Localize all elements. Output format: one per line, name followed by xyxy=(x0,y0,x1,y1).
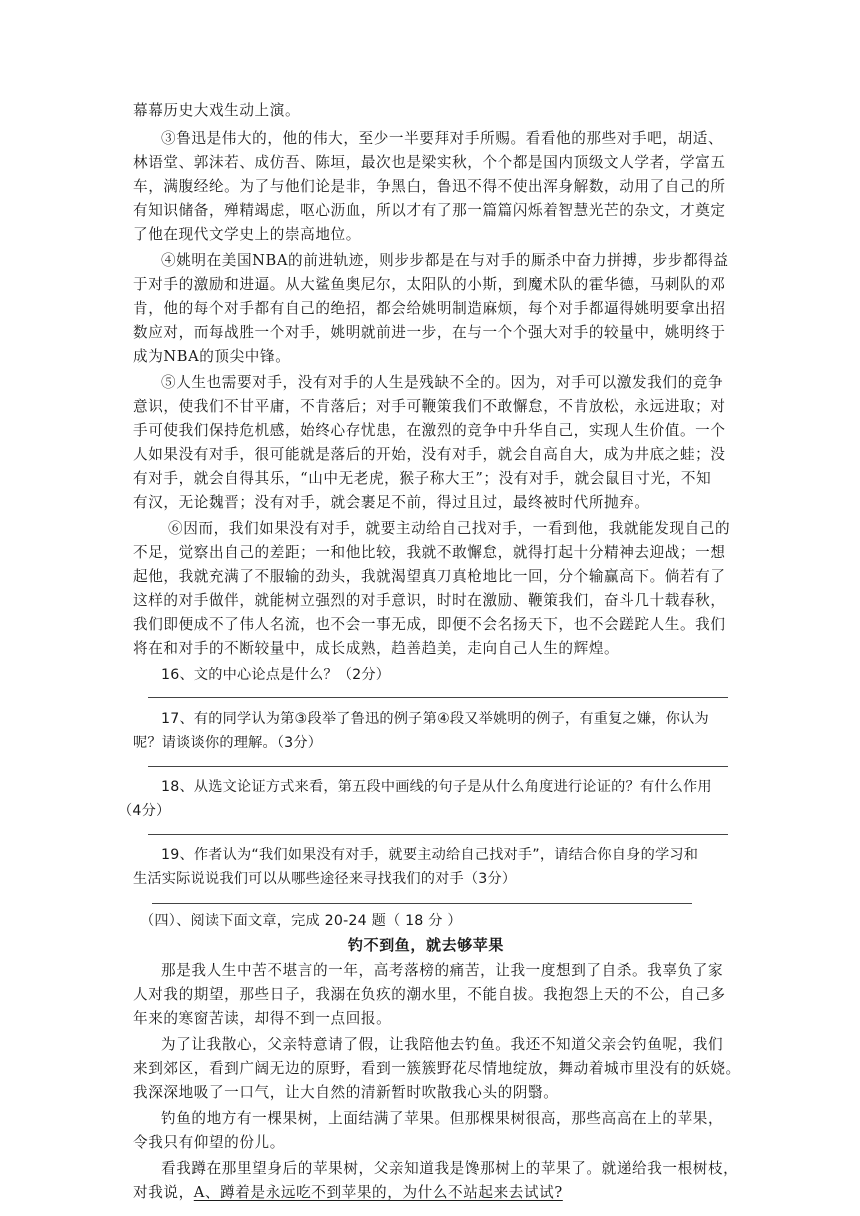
text-line: 令我只有仰望的份儿。 xyxy=(133,1134,285,1151)
text-line: 于对手的激励和进逼。从大鲨鱼奥尼尔，太阳队的小斯，到魔术队的霍华德，马刺队的邓 xyxy=(133,276,726,293)
answer-line xyxy=(148,766,728,767)
text-line: 人如果没有对手，很可能就是落后的开始，没有对手，就会自高自大，成为井底之蛙；没 xyxy=(133,446,726,463)
article-title: 钓不到鱼，就去够苹果 xyxy=(348,936,505,954)
text-line: 幕幕历史大戏生动上演。 xyxy=(133,102,301,119)
text-line: ⑥因而，我们如果没有对手，就要主动给自己找对手，一看到他，我就能发现自己的 xyxy=(168,520,731,537)
question-17-cont: 呢？请谈谈你的理解。（3分） xyxy=(133,735,323,751)
text-line: 成为NBA的顶尖中锋。 xyxy=(133,348,291,365)
text-line: 我们即便成不了伟人名流，也不会一事无成，即便不会名扬天下，也不会蹉跎人生。我们 xyxy=(133,616,726,633)
text-line: 那是我人生中苦不堪言的一年，高考落榜的痛苦，让我一度想到了自杀。我辜负了家 xyxy=(161,962,724,979)
text-line: 为了让我散心，父亲特意请了假，让我陪他去钓鱼。我还不知道父亲会钓鱼呢，我们 xyxy=(161,1036,724,1053)
text-line: 起他，我就充满了不服输的劲头，我就渴望真刀真枪地比一回，分个输赢高下。倘若有了 xyxy=(133,568,726,585)
question-16: 16、文的中心论点是什么？（2分） xyxy=(161,667,391,683)
question-19-cont: 生活实际说说我们可以从哪些途径来寻找我们的对手（3分） xyxy=(133,871,517,887)
underlined-sentence: A、蹲着是永远吃不到苹果的，为什么不站起来去试试? xyxy=(193,1184,563,1201)
text-line: ③鲁迅是伟大的，他的伟大，至少一半要拜对手所赐。看看他的那些对手吧，胡适、 xyxy=(161,130,724,147)
text-line: 意识，使我们不甘平庸，不肯落后；对手可鞭策我们不敢懈怠，不肯放松，永远进取；对 xyxy=(133,398,726,415)
text-line: 将在和对手的不断较量中，成长成熟，趋善趋美，走向自己人生的辉煌。 xyxy=(133,640,620,657)
answer-line xyxy=(148,697,728,698)
text-line: 了他在现代文学史上的崇高地位。 xyxy=(133,226,361,243)
text-line: 年来的寒窗苦读，却得不到一点回报。 xyxy=(133,1010,392,1027)
question-18: 18、从选文论证方式来看，第五段中画线的句子是从什么角度进行论证的？有什么作用 xyxy=(161,779,712,795)
text-line: ⑤人生也需要对手，没有对手的人生是残缺不全的。因为，对手可以激发我们的竞争 xyxy=(161,374,724,391)
text-line: 来到郊区，看到广阔无边的原野，看到一簇簇野花尽情地绽放，舞动着城市里没有的妖娆。 xyxy=(133,1060,741,1077)
text-line: 不足，觉察出自己的差距；一和他比较，我就不敢懈怠，就得打起十分精神去迎战；一想 xyxy=(133,544,726,561)
text-line: 有知识储备，殚精竭虑，呕心沥血，所以才有了那一篇篇闪烁着智慧光芒的杂文，才奠定 xyxy=(133,202,726,219)
question-19: 19、作者认为“我们如果没有对手，就要主动给自己找对手”，请结合你自身的学习和 xyxy=(161,847,699,863)
text-line: 肯，他的每个对手都有自己的绝招，都会给姚明制造麻烦，每个对手都逼得姚明要拿出招 xyxy=(133,300,726,317)
text-line: 钓鱼的地方有一棵果树，上面结满了苹果。但那棵果树很高，那些高高在上的苹果， xyxy=(161,1110,724,1127)
text-line: 数应对，而每战胜一个对手，姚明就前进一步，在与一个个强大对手的较量中，姚明终于 xyxy=(133,324,726,341)
text-line xyxy=(133,1182,563,1204)
question-17: 17、有的同学认为第③段举了鲁迅的例子第④段又举姚明的例子，有重复之嫌，你认为 xyxy=(161,711,709,727)
text-line: 我深深地吸了一口气，让大自然的清新暂时吹散我心头的阴翳。 xyxy=(133,1084,559,1101)
text-line: 有对手，就会自得其乐，“山中无老虎，猴子称大王”；没有对手，就会鼠目寸光，不知 xyxy=(133,470,712,487)
text-line: 手可使我们保持危机感，始终心存忧患，在激烈的竞争中升华自己，实现人生价值。一个 xyxy=(133,422,726,439)
answer-line xyxy=(148,834,728,835)
text-line: ④姚明在美国NBA的前进轨迹，则步步都是在与对手的厮杀中奋力拼搏，步步都得益 xyxy=(161,252,729,269)
answer-line xyxy=(152,903,692,904)
text-line: 这样的对手做伴，就能树立强烈的对手意识，时时在激励、鞭策我们，奋斗几十载春秋， xyxy=(133,592,726,609)
text-line: 林语堂、郭沫若、成仿吾、陈垣，最次也是梁实秋，个个都是国内顶级文人学者，学富五 xyxy=(133,154,726,171)
section-heading: （四）、阅读下面文章，完成 20-24 题（ 18 分 ） xyxy=(140,913,462,929)
text-line-start: 对我说， xyxy=(133,1184,194,1201)
text-line: 人对我的期望，那些日子，我溺在负疚的潮水里，不能自拔。我抱怨上天的不公，自己多 xyxy=(133,986,726,1003)
text-line: 看我蹲在那里望身后的苹果树，父亲知道我是馋那树上的苹果了。就递给我一根树枝， xyxy=(161,1160,739,1177)
text-line: 有汉，无论魏晋；没有对手，就会裹足不前，得过且过，最终被时代所抛弃。 xyxy=(133,494,650,511)
question-18-cont: （4分） xyxy=(118,803,171,819)
text-line: 车，满腹经纶。为了与他们论是非，争黑白，鲁迅不得不使出浑身解数，动用了自己的所 xyxy=(133,178,726,195)
